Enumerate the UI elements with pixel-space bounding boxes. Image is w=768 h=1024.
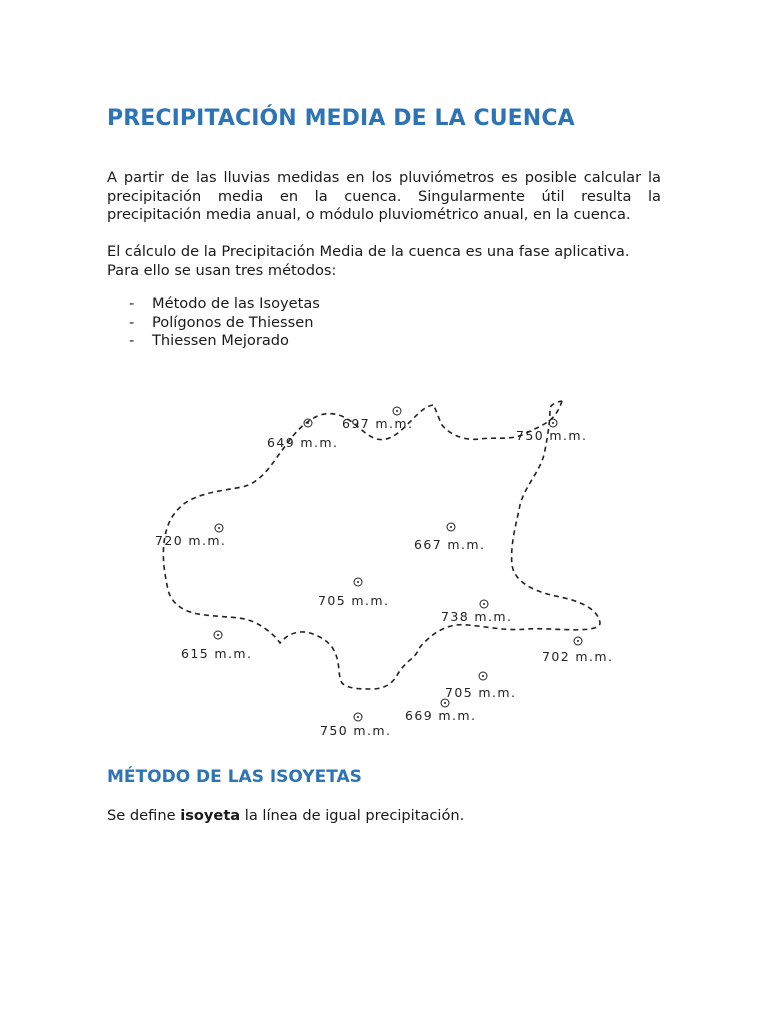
station-label: 615 m.m. bbox=[181, 646, 253, 661]
method-label: Polígonos de Thiessen bbox=[152, 313, 314, 331]
list-item bbox=[129, 332, 320, 351]
definition-term: isoyeta bbox=[180, 807, 241, 824]
methods-paragraph-line-2: Para ello se usan tres métodos: bbox=[107, 261, 337, 279]
methods-list bbox=[129, 295, 320, 351]
page-title: PRECIPITACIÓN MEDIA DE LA CUENCA bbox=[107, 106, 575, 131]
rain-gauge-icon bbox=[393, 407, 401, 415]
rain-gauge-icon bbox=[574, 637, 582, 645]
rain-gauge-icon bbox=[479, 672, 487, 680]
station-label: 667 m.m. bbox=[414, 537, 486, 552]
bullet-dash: - bbox=[129, 295, 135, 312]
intro-paragraph: A partir de las lluvias medidas en los pluviómetros es posible calcular la precipitación media en la cuenca. Singularmente útil resulta la precipitación media anual, o módulo pluviométrico anual, en la cuenca. bbox=[107, 169, 661, 224]
station-label: 705 m.m. bbox=[445, 685, 517, 700]
rain-gauge-icon bbox=[549, 419, 557, 427]
station-label: 702 m.m. bbox=[542, 649, 614, 664]
section-heading: MÉTODO DE LAS ISOYETAS bbox=[107, 767, 362, 787]
station-label: 750 m.m. bbox=[320, 723, 392, 738]
watershed-map bbox=[150, 395, 630, 745]
methods-paragraph-line-1: El cálculo de la Precipitación Media de la cuenca es una fase aplicativa. bbox=[107, 243, 630, 260]
method-label: Método de las Isoyetas bbox=[152, 295, 320, 312]
rain-gauge-icon bbox=[215, 524, 223, 532]
definition-suffix: la línea de igual precipitación. bbox=[240, 807, 465, 824]
list-item bbox=[129, 295, 320, 314]
rain-gauge-icon bbox=[304, 419, 312, 427]
rain-gauge-icon bbox=[480, 600, 488, 608]
rain-gauge-icon bbox=[214, 631, 222, 639]
bullet-dash: - bbox=[129, 332, 135, 350]
rain-gauge-icon bbox=[354, 713, 362, 721]
list-item bbox=[129, 314, 320, 333]
station-label: 649 m.m. bbox=[267, 435, 339, 450]
rain-gauge-icon bbox=[354, 578, 362, 586]
station-label: 738 m.m. bbox=[441, 609, 513, 624]
rain-gauge-icon bbox=[447, 523, 455, 531]
bullet-dash: - bbox=[129, 313, 135, 331]
station-label: 705 m.m. bbox=[318, 593, 390, 608]
station-label: 697 m.m. bbox=[342, 416, 414, 431]
station-label: 669 m.m. bbox=[405, 708, 477, 723]
methods-paragraph bbox=[107, 243, 661, 280]
definition-paragraph bbox=[107, 807, 661, 826]
definition-prefix: Se define bbox=[107, 807, 181, 824]
method-label: Thiessen Mejorado bbox=[152, 332, 289, 350]
station-label: 750 m.m. bbox=[516, 428, 588, 443]
rain-gauge-icon bbox=[441, 699, 449, 707]
station-label: 720 m.m. bbox=[155, 533, 227, 548]
